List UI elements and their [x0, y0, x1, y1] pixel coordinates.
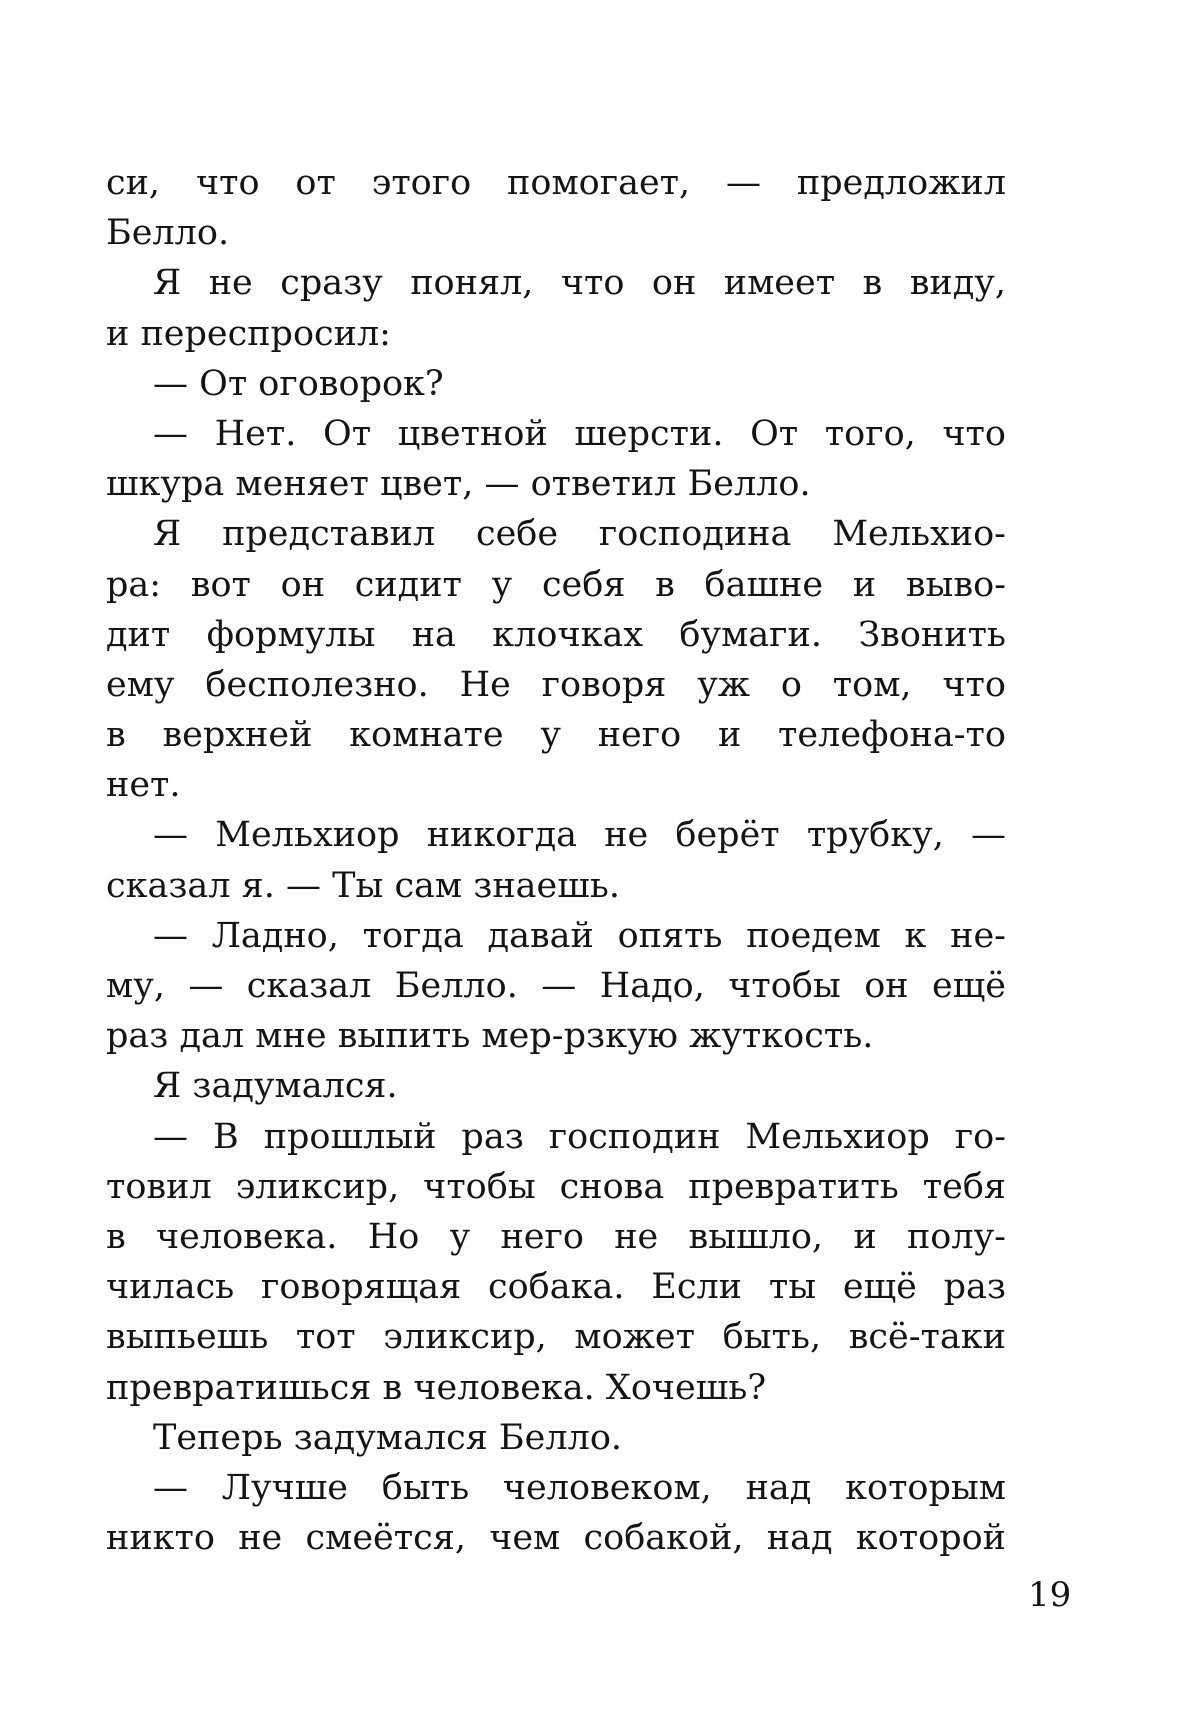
- text-line: сказал я. — Ты сам знаешь.: [106, 865, 620, 906]
- text-line: превратишься в человека. Хочешь?: [106, 1367, 767, 1408]
- text-line: Я не сразу понял, что он имеет в виду,: [153, 263, 1006, 304]
- text-line: — От оговорок?: [153, 363, 444, 404]
- text-line: никто не смеётся, чем собакой, над которой: [106, 1518, 1006, 1559]
- text-line: ему бесполезно. Не говоря уж о том, что: [106, 664, 1006, 705]
- text-line: и переспросил:: [106, 313, 391, 354]
- text-line: раз дал мне выпить мер-рзкую жуткость.: [106, 1016, 874, 1057]
- text-line: нет.: [106, 765, 181, 806]
- body-text: [106, 158, 1006, 1563]
- text-line: Я задумался.: [153, 1066, 398, 1107]
- text-line: Я представил себе господина Мельхио-: [153, 514, 1006, 555]
- text-line: — Нет. От цветной шерсти. От того, что: [153, 413, 1006, 454]
- text-line: — Лучше быть человеком, над которым: [153, 1467, 1006, 1508]
- text-line: в человека. Но у него не вышло, и полу-: [106, 1216, 1006, 1257]
- text-line: му, — сказал Белло. — Надо, чтобы он ещё: [106, 966, 1006, 1006]
- page-number: 19: [1028, 1575, 1072, 1615]
- text-line: шкура меняет цвет, — ответил Белло.: [106, 464, 811, 505]
- text-line: — Мельхиор никогда не берёт трубку, —: [153, 815, 1006, 856]
- text-line: — Ладно, тогда давай опять поедем к не-: [153, 915, 1006, 956]
- text-line: выпьешь тот эликсир, может быть, всё-таки: [106, 1317, 1006, 1358]
- text-line: ра: вот он сидит у себя в башне и выво-: [106, 564, 1006, 605]
- text-line: си, что от этого помогает, — предложил: [106, 163, 1006, 203]
- text-line: Теперь задумался Белло.: [153, 1417, 623, 1458]
- text-line: чилась говорящая собака. Если ты ещё раз: [106, 1267, 1006, 1308]
- text-line: Белло.: [106, 213, 230, 254]
- text-line: в верхней комнате у него и телефона-то: [106, 715, 1006, 756]
- text-line: дит формулы на клочках бумаги. Звонить: [106, 614, 1006, 655]
- text-line: — В прошлый раз господин Мельхиор го-: [153, 1116, 1006, 1157]
- text-line: товил эликсир, чтобы снова превратить тебя: [106, 1166, 1006, 1207]
